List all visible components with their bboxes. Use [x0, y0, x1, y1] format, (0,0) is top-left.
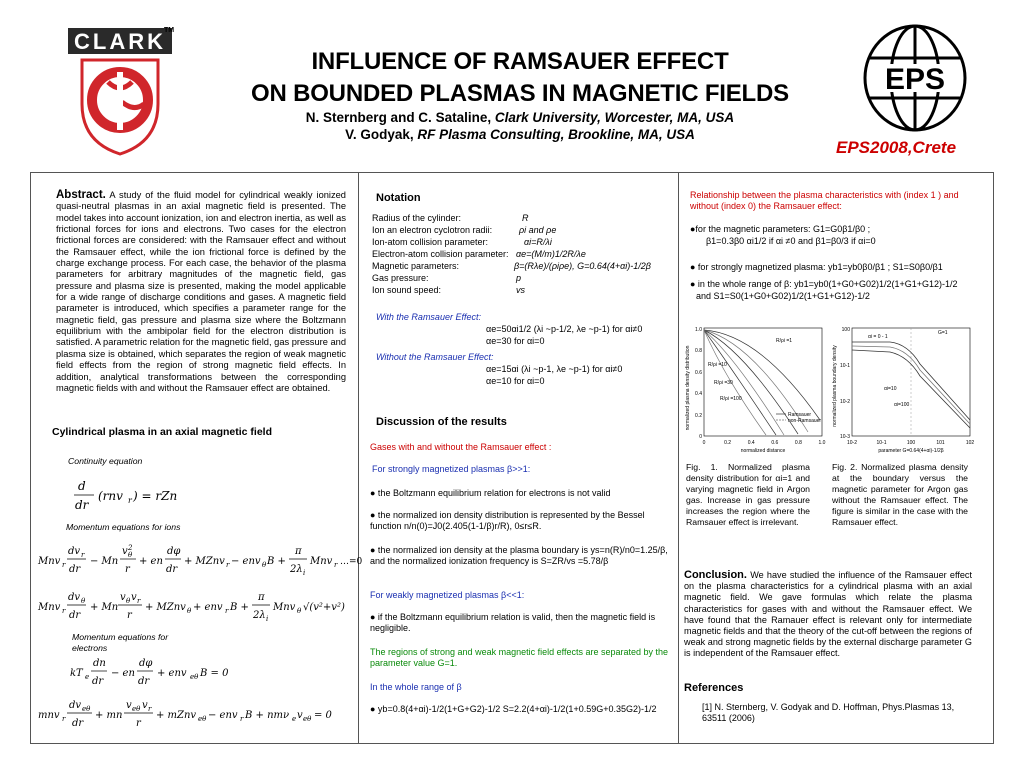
fig2-ytick: 10-1: [839, 363, 850, 369]
svg-text:+ mZnv: + mZnv: [156, 710, 197, 721]
model-section-title: Cylindrical plasma in an axial magnetic field: [52, 426, 272, 438]
fig1-xtick: 0.8: [794, 440, 802, 446]
poster-title-line2: ON BOUNDED PLASMAS IN MAGNETIC FIELDS: [251, 80, 789, 107]
svg-text:2: 2: [128, 544, 133, 552]
svg-text:+ MZnv: + MZnv: [184, 556, 225, 567]
svg-text:2λ: 2λ: [290, 564, 303, 575]
svg-text:dr: dr: [75, 498, 89, 512]
strong-bullet-1: ● the Boltzmann equilibrium relation for electrons is not valid: [370, 488, 611, 498]
svg-text:dr: dr: [138, 676, 150, 687]
svg-text:eθ: eθ: [198, 715, 207, 723]
svg-text:e: e: [292, 715, 297, 723]
svg-text:π: π: [295, 546, 302, 557]
notation-label-pressure: Gas pressure:: [372, 273, 429, 283]
svg-text:B + nmν: B + nmν: [245, 710, 290, 721]
fig1-ytick: 0.4: [695, 391, 702, 397]
fig1-xtick: 0.2: [724, 440, 732, 446]
svg-text:θ: θ: [187, 607, 192, 615]
column-divider-2: [678, 172, 679, 744]
svg-text:d: d: [78, 479, 86, 493]
svg-text:eθ: eθ: [190, 673, 199, 681]
svg-text:− env: − env: [208, 710, 238, 721]
relationship-bullet-1b: β1=0.3β0 αi1/2 if αi ≠0 and β1=β0/3 if αi=0: [706, 236, 876, 246]
notation-heading: Notation: [376, 192, 421, 204]
weak-magnetized-heading: For weakly magnetized plasmas β<<1:: [370, 590, 525, 600]
svg-text:v: v: [126, 700, 132, 711]
fig1-ytick: 0.8: [695, 348, 702, 354]
fig1-ytick: 0: [699, 434, 702, 440]
relationship-bullet-2: ● for strongly magnetized plasma: yb1=yb0β0/β1 ; S1=S0β0/β1: [690, 262, 943, 272]
svg-text:r: r: [225, 607, 229, 615]
fig1-curve-label: R/ρi =10: [708, 362, 727, 368]
svg-text:Mnv: Mnv: [38, 602, 61, 613]
svg-text:θ: θ: [297, 607, 302, 615]
svg-text:(rnv: (rnv: [98, 489, 123, 503]
notation-label-cyclotron: Ion an electron cyclotron radii:: [372, 225, 493, 235]
whole-range-bullet: ● yb=0.8(4+αi)-1/2(1+G+G2)-1/2 S=2.2(4+αi)-1/2(1+0.59G+0.35G2)-1/2: [370, 704, 657, 714]
svg-text:dr: dr: [69, 564, 81, 575]
svg-text:r: r: [81, 551, 85, 559]
svg-text:+ mn: + mn: [95, 710, 123, 721]
conclusion-heading: Conclusion.: [684, 569, 747, 581]
notation-value-radius: R: [522, 213, 529, 223]
abstract-section: [56, 190, 346, 394]
svg-text:dv: dv: [68, 546, 81, 557]
fig1-ytick: 0.6: [695, 370, 702, 376]
clark-university-logo: [62, 24, 180, 158]
notation-label-ion-atom: Ion-atom collision parameter:: [372, 237, 489, 247]
svg-text:v: v: [142, 700, 148, 711]
svg-text:+ en: + en: [139, 556, 163, 567]
svg-text:dv: dv: [69, 700, 82, 711]
notation-label-electron-atom: Electron-atom collision parameter:: [372, 249, 509, 259]
svg-text:dφ: dφ: [139, 658, 153, 669]
svg-text:i: i: [303, 569, 306, 577]
svg-text:…=0: …=0: [340, 557, 363, 567]
without-ramsauer-line1: αe=15αi (λi ~p-1, λe ~p-1) for αi≠0: [486, 364, 623, 374]
svg-text:√(v²+v²): √(v²+v²): [303, 602, 345, 613]
svg-text:r: r: [62, 715, 66, 723]
fig1-ylabel: normalized plasma density distribution: [685, 345, 691, 431]
fig1-xtick: 0: [702, 440, 706, 446]
ion-momentum-equation-1: [38, 540, 363, 585]
figure-1-plot: [680, 320, 830, 456]
svg-text:) = rZn: ) = rZn: [133, 489, 178, 503]
svg-text:Mnv: Mnv: [310, 556, 333, 567]
fig1-ytick: 0.2: [695, 413, 702, 419]
weak-bullet-1: ● if the Boltzmann equilibrium relation is valid, then the magnetic field is negligible.: [370, 612, 656, 633]
svg-text:r: r: [226, 561, 230, 569]
svg-text:dr: dr: [166, 564, 178, 575]
svg-text:B = 0: B = 0: [200, 668, 229, 679]
svg-text:r: r: [136, 718, 141, 729]
svg-text:v: v: [131, 592, 137, 603]
fig2-ytick: 10-2: [839, 399, 850, 405]
svg-text:− en: − en: [111, 668, 135, 679]
ion-momentum-label: Momentum equations for ions: [66, 522, 181, 532]
notation-value-magnetic: β=(Rλe)/(ρiρe), G=0.64(4+αi)-1/2β: [514, 261, 651, 271]
svg-text:θ: θ: [126, 597, 131, 605]
fig2-xlabel: parameter G=0.64(4+αi)-1/2β: [878, 448, 944, 454]
fig2-xtick: 10-1: [876, 440, 887, 446]
column-divider-1: [358, 172, 359, 744]
relationship-bullet-3: ● in the whole range of β: yb1=yb0(1+G0+G02)1/2(1+G1+G12)-1/2: [690, 279, 958, 289]
authors-line1: N. Sternberg and C. Sataline, Clark University, Worcester, MA, USA: [305, 110, 735, 125]
fig2-ylabel: normalized plasma boundary density: [832, 345, 838, 427]
svg-text:mnv: mnv: [38, 710, 60, 721]
svg-text:r: r: [62, 607, 66, 615]
svg-text:v: v: [297, 710, 303, 721]
svg-text:r: r: [240, 715, 244, 723]
svg-text:= 0: = 0: [314, 710, 332, 721]
conclusion-text: We have studied the influence of the Ramsauer effect on the plasma characteristics for a cylindrical plasma with an axial magnetic field. We gave formulas which relate the plasma characteristics for gases with and without the Ramsauer effect. We have found that the Ramauer effect is relevant only for intermediate magnetic fields and that the theory of the cut-off between the regions of weak and strong magnetic fields by the external discharge parameter G is independent of the Ramsauer effect.: [684, 570, 972, 659]
fig1-curve-label: R/ρi =1: [776, 338, 793, 344]
discussion-heading: Discussion of the results: [376, 416, 507, 428]
fig1-curve-label: R/ρi =30: [714, 380, 733, 386]
fig1-xtick: 1.0: [818, 440, 826, 446]
svg-text:+ env: + env: [193, 602, 223, 613]
svg-text:+ env: + env: [157, 668, 187, 679]
continuity-label: Continuity equation: [68, 456, 143, 466]
notation-value-ion-atom: αi=R/λi: [524, 237, 552, 247]
svg-text:r: r: [125, 564, 130, 575]
svg-text:eθ: eθ: [82, 705, 91, 713]
svg-text:dφ: dφ: [167, 546, 181, 557]
svg-text:+ MZnv: + MZnv: [145, 602, 186, 613]
notation-label-radius: Radius of the cylinder:: [372, 213, 462, 223]
svg-text:r: r: [62, 561, 66, 569]
fig2-ytick: 10-3: [839, 434, 850, 440]
svg-text:Mnv: Mnv: [273, 602, 296, 613]
conclusion-section: [684, 570, 972, 660]
svg-text:v: v: [122, 546, 128, 557]
svg-text:dv: dv: [68, 592, 81, 603]
ion-momentum-equation-2: [38, 586, 356, 631]
svg-text:eθ: eθ: [132, 705, 141, 713]
continuity-equation: [72, 478, 192, 519]
svg-text:θ: θ: [81, 597, 86, 605]
fig2-curve-label: αi=10: [884, 386, 897, 392]
fig1-ytick: 1.0: [695, 327, 702, 333]
notation-value-sound-speed: vs: [516, 285, 525, 295]
relationship-bullet-1: ●for the magnetic parameters: G1=G0β1/β0 ;: [690, 224, 871, 234]
svg-text:B +: B +: [230, 602, 249, 613]
fig2-curve-label: αi = 0 - 1: [868, 334, 888, 340]
svg-text:EPS: EPS: [884, 63, 946, 96]
eps-logo: [860, 22, 970, 134]
svg-text:− Mn: − Mn: [90, 556, 119, 567]
svg-text:eθ: eθ: [303, 715, 312, 723]
without-ramsauer-heading: Without the Ramsauer Effect:: [376, 352, 494, 362]
relationship-heading: Relationship between the plasma characteristics with (index 1 ) and without (index 0) the Ramsauer effect:: [690, 190, 959, 211]
notation-label-sound-speed: Ion sound speed:: [372, 285, 442, 295]
strong-bullet-2: ● the normalized ion density distribution is represented by the Bessel function n/n(0)=J0(2.405(1-1/β)r/R), 0≤r≤R.: [370, 510, 645, 531]
with-ramsauer-line2: αe=30 for αi=0: [486, 336, 545, 346]
svg-text:2λ: 2λ: [253, 610, 266, 621]
fig2-curve-label: G=1: [938, 330, 948, 336]
poster-title-line1: INFLUENCE OF RAMSAUER EFFECT: [311, 48, 729, 75]
fig1-curve-label: R/ρi =100: [720, 396, 742, 402]
discussion-gases: Gases with and without the Ramsauer effect :: [370, 442, 552, 452]
fig1-xtick: 0.4: [747, 440, 755, 446]
fig2-xtick: 101: [936, 440, 945, 446]
svg-text:v: v: [120, 592, 126, 603]
svg-text:dr: dr: [92, 676, 104, 687]
svg-text:r: r: [127, 610, 132, 621]
svg-text:dr: dr: [72, 718, 84, 729]
authors-line2: V. Godyak, RF Plasma Consulting, Brookline, MA, USA: [345, 127, 695, 142]
fig2-xtick: 100: [906, 440, 916, 446]
references-heading: References: [684, 682, 744, 694]
svg-text:θ: θ: [128, 551, 133, 559]
notation-value-pressure: p: [516, 273, 522, 283]
reference-number: [1]: [702, 702, 713, 712]
figure-2-plot: [828, 320, 978, 456]
electron-momentum-equation-2: [38, 694, 356, 739]
reference-text: N. Sternberg, V. Godyak and D. Hoffman, Phys.Plasmas 13, 63511 (2006): [702, 702, 955, 723]
svg-text:− env: − env: [231, 556, 261, 567]
fig1-legend: non-Ramsauer: [788, 418, 822, 424]
figure-1-caption: Fig. 1. Normalized plasma density distribution for αi=1 and varying magnetic field in Argon gas. Increase in gas pressure increases the region where the Ramsauer effect is irrelevant.: [686, 462, 810, 527]
relationship-bullet-3b: and S1=S0(1+G0+G02)1/2(1+G1+G12)-1/2: [696, 291, 870, 301]
svg-text:B +: B +: [267, 556, 286, 567]
electron-momentum-label: Momentum equations for electrons: [72, 632, 169, 653]
with-ramsauer-line1: αe=50αi1/2 (λi ~p-1/2, λe ~p-1) for αi≠0: [486, 324, 643, 334]
svg-text:r: r: [148, 705, 152, 713]
svg-text:CLARK: CLARK: [74, 29, 166, 54]
regions-separation: The regions of strong and weak magnetic field effects are separated by the parameter value G=1.: [370, 647, 669, 668]
without-ramsauer-line2: αe=10 for αi=0: [486, 376, 545, 386]
notation-value-cyclotron: ρi and ρe: [519, 225, 557, 235]
fig1-legend: Ramsauer: [788, 412, 812, 418]
notation-value-electron-atom: αe=(M/m)1/2R/λe: [516, 249, 586, 259]
svg-text:kT: kT: [70, 668, 83, 679]
reference-item: [702, 702, 980, 724]
fig2-xtick: 10-2: [846, 440, 858, 446]
fig1-xtick: 0.6: [771, 440, 779, 446]
abstract-heading: Abstract.: [56, 189, 106, 201]
fig2-ytick: 100: [841, 327, 850, 333]
strong-magnetized-heading: For strongly magnetized plasmas β>>1:: [372, 464, 531, 474]
svg-text:+ Mn: + Mn: [90, 602, 119, 613]
svg-text:θ: θ: [262, 561, 267, 569]
svg-text:π: π: [258, 592, 265, 603]
fig2-curve-label: αi=100: [894, 402, 910, 408]
electron-momentum-equation-1: [70, 654, 250, 695]
trademark-label: TM: [164, 27, 175, 34]
fig2-xtick: 102: [965, 440, 975, 446]
conference-label: EPS2008,Crete: [836, 138, 957, 157]
figure-2-caption: Fig. 2. Normalized plasma density at the boundary versus the magnetic parameter for Argon gas without the Ramsauer effect. The figure is similar in the case with the Ramsauer effect.: [832, 462, 968, 527]
svg-text:dr: dr: [69, 610, 81, 621]
strong-bullet-3: ● the normalized ion density at the plasma boundary is ys=n(R)/n0=1.25/β, and the normalized ionization frequency is S=ZR/vs =5.78/β: [370, 545, 668, 566]
notation-label-magnetic: Magnetic parameters:: [372, 261, 460, 271]
svg-text:i: i: [266, 615, 269, 623]
abstract-text: A study of the fluid model for cylindrical weakly ionized quasi-neutral plasmas in an axial magnetic field is presented. The model takes into account ionization, ion and electron inertia, as well as frictional forces for ions and electrons. Two cases for the electron frictional forces are considered: with the Ramsauer effect and without the Ramsauer effect, while the ion frictional force is defined by the charge exchange process. For each case, the behavior of the plasma parameters for arbitrary magnitudes of the magnetic field, gas pressure and plasma size is presented, making the model applicable for a wide range of discharge conditions and gases. A magnetic field parameter is introduced, which specifies a parameter range for the magnetic field, gas pressure and plasma size where the Boltzmann equilibrium with the ambipolar field for the electron distribution is satisfied. A parametric relation for the magnetic field, gas pressure and plasma size is obtained, which separates the region of weak magnetic field effects from the region of strong magnetic field effects. In addition, analytical transformations between the corresponding magnetic fields with and without the Ramsauer effect are obtained.: [56, 190, 346, 393]
fig1-xlabel: normalized distance: [740, 448, 786, 454]
svg-text:r: r: [334, 561, 338, 569]
svg-text:e: e: [85, 673, 90, 681]
with-ramsauer-heading: With the Ramsauer Effect:: [376, 312, 481, 322]
svg-text:r: r: [137, 597, 141, 605]
svg-text:Mnv: Mnv: [38, 556, 61, 567]
whole-range-heading: In the whole range of β: [370, 682, 462, 692]
svg-text:r: r: [128, 496, 132, 505]
svg-text:dn: dn: [93, 658, 106, 669]
